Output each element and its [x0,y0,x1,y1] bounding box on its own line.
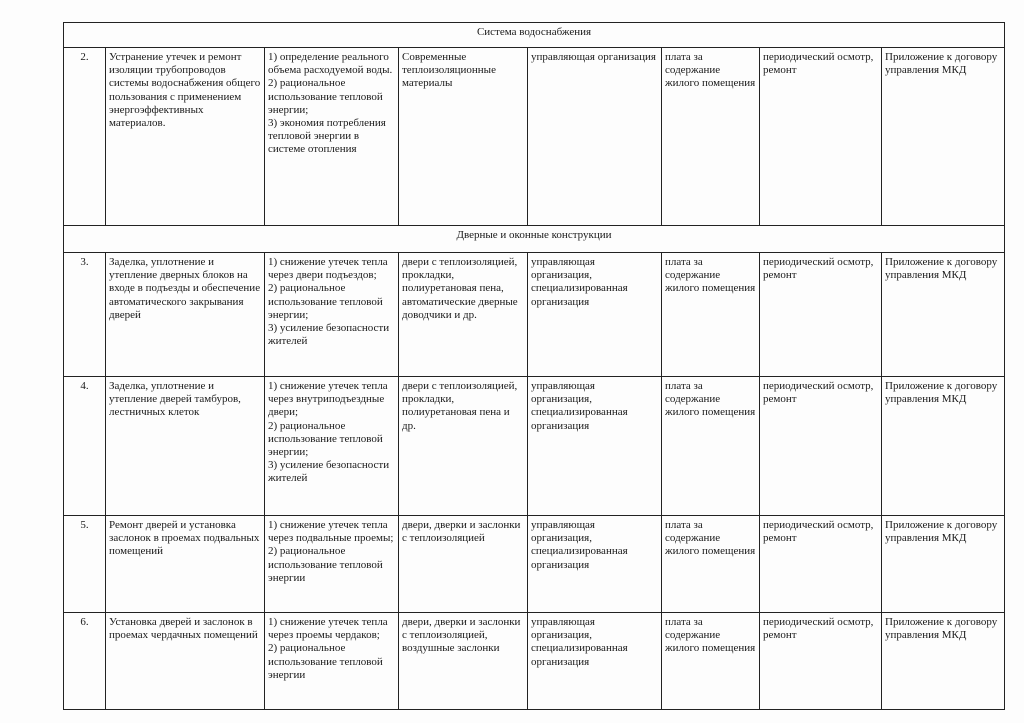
executor-text: управляющая организация, специализированная организация [531,519,628,571]
effect-cell [265,48,399,226]
measure-text: Заделка, уплотнение и утепление дверных блоков на входе в подъезды и обеспечение автоматического закрывания дверей [109,256,261,321]
financing-text: плата за содержание жилого помещения [665,519,756,558]
executor-text: управляющая организация, специализированная организация [531,256,628,308]
row-number: 4. [64,377,106,516]
executor-text: управляющая организация [531,51,656,63]
materials-text: Современные теплоизоляционные материалы [402,51,496,90]
table-row [64,253,1005,377]
materials-cell [399,253,528,377]
materials-cell [399,377,528,516]
measure-cell [106,613,265,710]
frequency-text: периодический осмотр, ремонт [763,616,874,642]
measure-cell [106,48,265,226]
financing-cell [662,613,760,710]
frequency-cell [760,613,882,710]
table-row [64,516,1005,613]
section-title: Система водоснабжения [64,23,1005,48]
table-row [64,613,1005,710]
frequency-text: периодический осмотр, ремонт [763,380,874,406]
row-number: 3. [64,253,106,377]
table-row [64,377,1005,516]
effect-cell [265,377,399,516]
materials-text: двери, дверки и заслонки с теплоизоляцией [402,519,521,545]
financing-cell [662,48,760,226]
materials-text: двери с теплоизоляцией, прокладки, полиуретановая пена, автоматические дверные доводчики и др. [402,256,518,321]
effect-text: 1) снижение утечек тепла через внутриподъездные двери; 2) рациональное использование тепловой энергии; 3) усиление безопасности жителей [268,380,390,485]
materials-cell [399,48,528,226]
executor-cell [528,253,662,377]
measure-text: Устранение утечек и ремонт изоляции трубопроводов системы водоснабжения общего пользования с применением энергоэффективных материалов. [109,51,261,130]
row-number: 5. [64,516,106,613]
document-cell [882,253,1005,377]
document-text: Приложение к договору управления МКД [885,380,998,406]
effect-text: 1) снижение утечек тепла через проемы чердаков; 2) рациональное использование тепловой энергии [268,616,388,681]
executor-cell [528,613,662,710]
materials-cell [399,516,528,613]
measure-text: Установка дверей и заслонок в проемах чердачных помещений [109,616,258,642]
measure-text: Ремонт дверей и установка заслонок в проемах подвальных помещений [109,519,260,558]
frequency-cell [760,516,882,613]
document-text: Приложение к договору управления МКД [885,256,998,282]
measure-cell [106,377,265,516]
document-cell [882,516,1005,613]
effect-cell [265,613,399,710]
document-text: Приложение к договору управления МКД [885,51,998,77]
measure-cell [106,253,265,377]
financing-cell [662,377,760,516]
effect-text: 1) снижение утечек тепла через подвальные проемы; 2) рациональное использование тепловой энергии [268,519,394,584]
frequency-cell [760,48,882,226]
measure-cell [106,516,265,613]
executor-text: управляющая организация, специализированная организация [531,616,628,668]
effect-cell [265,253,399,377]
frequency-text: периодический осмотр, ремонт [763,51,874,77]
document-cell [882,48,1005,226]
measure-text: Заделка, уплотнение и утепление дверей тамбуров, лестничных клеток [109,380,241,419]
document-cell [882,377,1005,516]
financing-text: плата за содержание жилого помещения [665,51,756,90]
frequency-cell [760,377,882,516]
frequency-text: периодический осмотр, ремонт [763,256,874,282]
section-header-row [64,226,1005,253]
financing-text: плата за содержание жилого помещения [665,256,756,295]
materials-text: двери с теплоизоляцией, прокладки, полиуретановая пена и др. [402,380,518,432]
financing-cell [662,516,760,613]
frequency-text: периодический осмотр, ремонт [763,519,874,545]
materials-text: двери, дверки и заслонки с теплоизоляцией, воздушные заслонки [402,616,521,655]
executor-cell [528,48,662,226]
document-text: Приложение к договору управления МКД [885,616,998,642]
document-cell [882,613,1005,710]
frequency-cell [760,253,882,377]
row-number: 2. [64,48,106,226]
section-header-row [64,23,1005,48]
materials-cell [399,613,528,710]
document-text: Приложение к договору управления МКД [885,519,998,545]
executor-text: управляющая организация, специализированная организация [531,380,628,432]
executor-cell [528,377,662,516]
financing-text: плата за содержание жилого помещения [665,380,756,419]
financing-cell [662,253,760,377]
table-row [64,48,1005,226]
executor-cell [528,516,662,613]
section-title: Дверные и оконные конструкции [64,226,1005,253]
row-number: 6. [64,613,106,710]
effect-text: 1) определение реального объема расходуемой воды. 2) рациональное использование тепловой энергии; 3) экономия потребления тепловой энергии в системе отопления [268,51,393,156]
financing-text: плата за содержание жилого помещения [665,616,756,655]
effect-text: 1) снижение утечек тепла через двери подъездов; 2) рациональное использование тепловой энергии; 3) усиление безопасности жителей [268,256,390,348]
effect-cell [265,516,399,613]
measures-table [63,22,1005,710]
